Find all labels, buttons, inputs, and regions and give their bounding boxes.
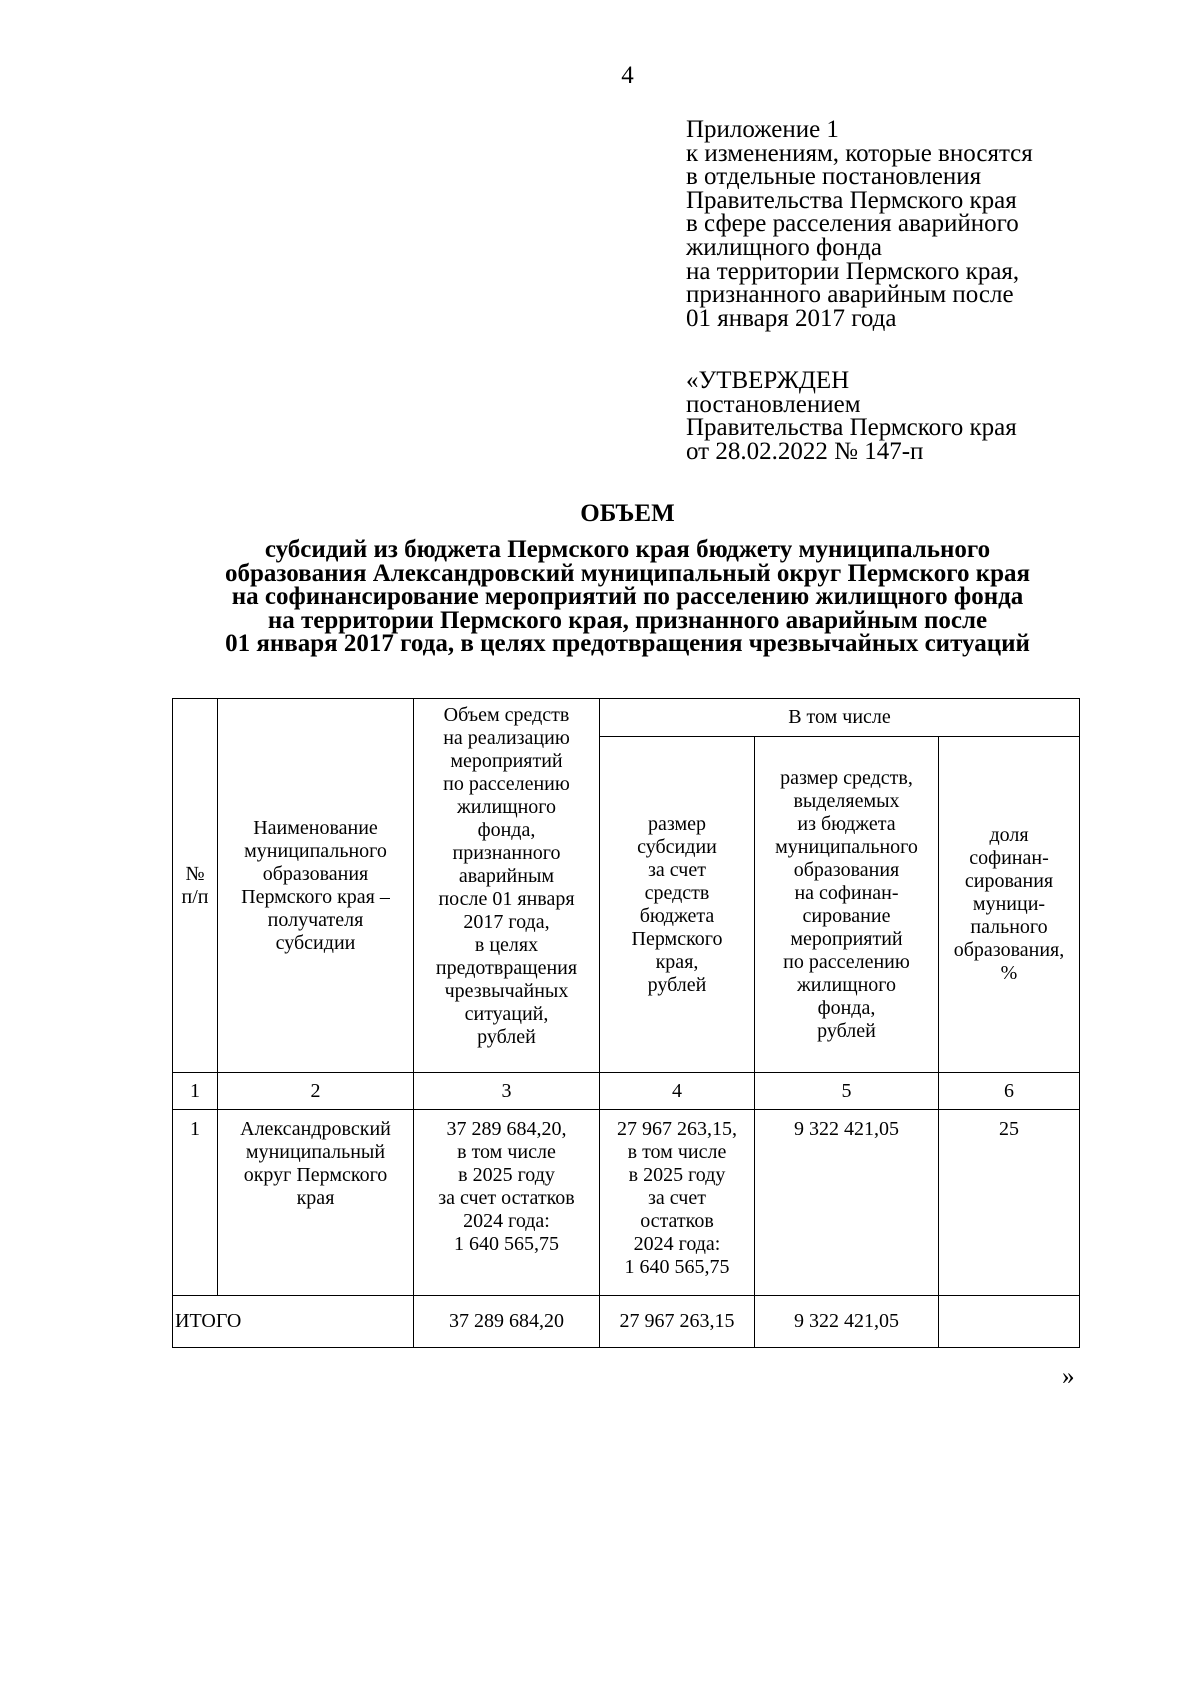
text-line: в отдельные постановления bbox=[686, 163, 982, 191]
text-line: по расселению bbox=[443, 773, 570, 795]
text-line: субсидий из бюджета Пермского края бюджету муниципального bbox=[264, 536, 991, 563]
text-line: в сфере расселения аварийного bbox=[686, 210, 1019, 238]
text-line: 2024 года: bbox=[463, 1210, 550, 1232]
text-line: 27 967 263,15, bbox=[617, 1118, 737, 1140]
text-line: Пермского bbox=[631, 927, 723, 950]
text-line: мероприятий bbox=[790, 927, 903, 950]
text-line: в том числе bbox=[457, 1141, 556, 1163]
text-line: размер bbox=[647, 812, 707, 835]
text-line: за счет остатков bbox=[438, 1187, 575, 1209]
text-line: фонда, bbox=[817, 996, 876, 1019]
text-line: признанного bbox=[452, 842, 561, 864]
column-number: 1 bbox=[173, 1073, 218, 1110]
text-line: округ Пермского bbox=[243, 1164, 388, 1186]
text-line: бюджета bbox=[639, 904, 715, 927]
text-line: Объем средств bbox=[443, 704, 570, 726]
closing-quote: » bbox=[1062, 1363, 1075, 1390]
text-line: на софинансирование мероприятий по расселению жилищного фонда bbox=[231, 583, 1024, 610]
header-municipal-funds bbox=[755, 737, 939, 1073]
text-line: ситуаций, bbox=[464, 1003, 549, 1025]
text-line: рублей bbox=[817, 1019, 876, 1042]
column-number: 5 bbox=[755, 1073, 939, 1110]
text-line: Пермского края – bbox=[241, 885, 390, 908]
totals-label: ИТОГО bbox=[173, 1296, 414, 1348]
text-line: муниципального bbox=[775, 835, 918, 858]
text-line: в целях bbox=[474, 934, 539, 956]
totals-regional-subsidy: 27 967 263,15 bbox=[600, 1296, 755, 1348]
text-line: муниципальный bbox=[245, 1141, 386, 1163]
header-number bbox=[173, 699, 218, 1073]
text-line: признанного аварийным после bbox=[686, 281, 1014, 309]
page-number: 4 bbox=[621, 62, 634, 89]
text-line: предотвращения bbox=[435, 957, 578, 979]
totals-cofinancing-share bbox=[939, 1296, 1080, 1348]
text-line: рублей bbox=[477, 1026, 536, 1048]
text-line: п/п bbox=[181, 885, 209, 908]
totals-total-volume: 37 289 684,20 bbox=[414, 1296, 600, 1348]
totals-municipal-funds: 9 322 421,05 bbox=[755, 1296, 939, 1348]
row-number: 1 bbox=[173, 1110, 218, 1296]
text-line: сирования bbox=[964, 870, 1054, 892]
text-line: чрезвычайных bbox=[444, 980, 569, 1002]
text-line: пального bbox=[970, 916, 1048, 938]
header-regional-subsidy bbox=[600, 737, 755, 1073]
header-cofinancing-share bbox=[939, 737, 1080, 1073]
text-line: в том числе bbox=[627, 1141, 727, 1163]
text-line: 1 640 565,75 bbox=[454, 1233, 559, 1255]
text-line: Правительства Пермского края bbox=[686, 414, 1017, 442]
text-line: образования bbox=[793, 858, 900, 881]
text-line: края bbox=[296, 1187, 335, 1209]
document-subtitle bbox=[150, 538, 1105, 656]
text-line: остатков bbox=[640, 1210, 714, 1232]
text-line: Правительства Пермского края bbox=[686, 186, 1017, 214]
text-line: на территории Пермского края, признанного аварийным после bbox=[267, 606, 988, 634]
text-line: муници- bbox=[972, 893, 1046, 915]
text-line: № bbox=[185, 862, 205, 885]
text-line: 37 289 684,20, bbox=[446, 1118, 567, 1140]
approval-stamp-text bbox=[686, 369, 1017, 463]
text-line: мероприятий bbox=[450, 750, 563, 772]
text-line: на территории Пермского края, bbox=[686, 257, 1020, 285]
text-line: из бюджета bbox=[797, 812, 896, 835]
row-municipality-name bbox=[218, 1110, 414, 1296]
text-line: в 2025 году bbox=[628, 1164, 726, 1186]
header-including-group: В том числе bbox=[600, 699, 1080, 737]
totals-row bbox=[173, 1296, 1080, 1348]
text-line: жилищного фонда bbox=[686, 233, 882, 261]
text-line: от 28.02.2022 № 147-п bbox=[686, 437, 924, 465]
column-number-row bbox=[173, 1073, 1080, 1110]
text-line: 01 января 2017 года, в целях предотвращения чрезвычайных ситуаций bbox=[225, 630, 1030, 657]
text-line: образования Александровский муниципальный округ Пермского края bbox=[224, 559, 1031, 587]
subsidy-volume-table bbox=[172, 698, 1080, 1348]
text-line: средств bbox=[644, 881, 710, 904]
text-line: выделяемых bbox=[793, 789, 900, 812]
row-total-volume bbox=[414, 1110, 600, 1296]
text-line: образования, bbox=[953, 939, 1065, 961]
text-line: образования bbox=[262, 862, 369, 885]
text-line: субсидии bbox=[275, 931, 356, 954]
table-row bbox=[173, 1110, 1080, 1296]
text-line: жилищного bbox=[456, 796, 556, 818]
text-line: по расселению bbox=[783, 950, 910, 973]
row-municipal-funds: 9 322 421,05 bbox=[755, 1110, 939, 1296]
column-number: 2 bbox=[218, 1073, 414, 1110]
text-line: доля bbox=[989, 824, 1029, 846]
document-title: ОБЪЕМ bbox=[580, 500, 675, 527]
text-line: 2017 года, bbox=[463, 911, 550, 933]
text-line: муниципального bbox=[244, 839, 387, 862]
header-total-volume bbox=[414, 699, 600, 1073]
text-line: за счет bbox=[648, 1187, 706, 1209]
text-line: % bbox=[1000, 962, 1018, 984]
appendix-block bbox=[686, 118, 1033, 330]
column-number: 6 bbox=[939, 1073, 1080, 1110]
header-municipality bbox=[218, 699, 414, 1073]
text-line: Приложение 1 bbox=[686, 116, 839, 143]
text-line: к изменениям, которые вносятся bbox=[686, 139, 1033, 167]
text-line: сирование bbox=[802, 904, 891, 927]
text-line: фонда, bbox=[477, 819, 536, 841]
text-line: рублей bbox=[647, 973, 707, 996]
text-line: на реализацию bbox=[443, 727, 570, 749]
row-regional-subsidy bbox=[600, 1110, 755, 1296]
text-line: получателя bbox=[267, 908, 364, 931]
text-line: размер средств, bbox=[780, 766, 913, 789]
text-line: Александровский bbox=[240, 1118, 391, 1140]
text-line: 01 января 2017 года bbox=[686, 304, 897, 332]
text-line: субсидии bbox=[637, 835, 717, 858]
text-line: края, bbox=[655, 950, 699, 973]
text-line: «УТВЕРЖДЕН bbox=[686, 367, 850, 394]
row-cofinancing-share: 25 bbox=[939, 1110, 1080, 1296]
column-number: 3 bbox=[414, 1073, 600, 1110]
text-line: за счет bbox=[648, 858, 706, 881]
text-line: 2024 года: bbox=[633, 1233, 721, 1255]
column-number: 4 bbox=[600, 1073, 755, 1110]
text-line: в 2025 году bbox=[458, 1164, 555, 1186]
text-line: аварийным bbox=[458, 865, 555, 887]
text-line: Наименование bbox=[253, 816, 378, 839]
text-line: постановлением bbox=[686, 390, 861, 418]
text-line: софинан- bbox=[969, 847, 1049, 869]
text-line: на софинан- bbox=[794, 881, 899, 904]
text-line: после 01 января bbox=[438, 888, 575, 910]
text-line: 1 640 565,75 bbox=[624, 1256, 730, 1278]
text-line: жилищного bbox=[796, 973, 896, 996]
